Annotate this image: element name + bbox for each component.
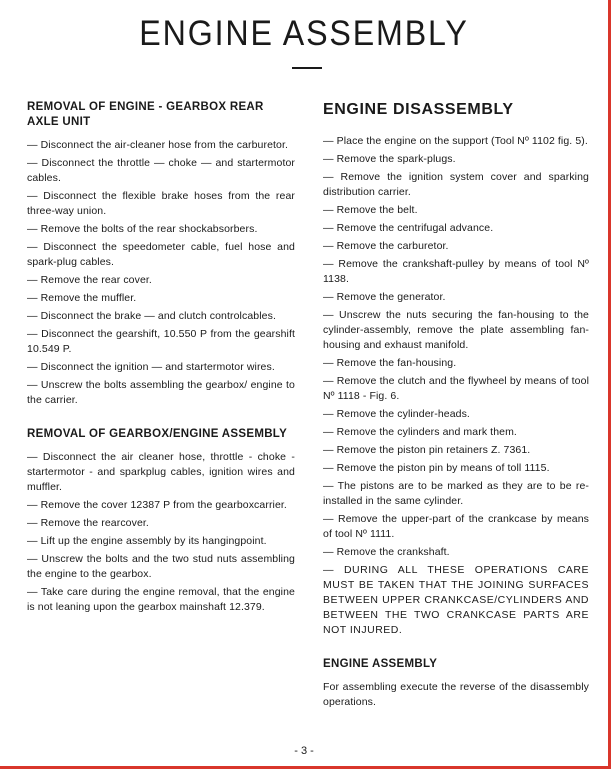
page-number: - 3 -	[294, 745, 314, 757]
list-item: — Disconnect the speedometer cable, fuel hose and spark-plug cables.	[27, 241, 295, 268]
right-column	[323, 100, 589, 713]
section-gap	[27, 411, 295, 427]
list-item: — Disconnect the air-cleaner hose from the carburetor.	[27, 139, 289, 151]
list-item: — Remove the clutch and the flywheel by means of tool Nº 1118 - Fig. 6.	[323, 375, 589, 402]
left-column	[27, 100, 295, 618]
list-item: — Disconnect the ignition — and startermotor wires.	[27, 361, 275, 373]
title-rule	[292, 67, 322, 69]
section-removal-engine-gearbox	[27, 100, 295, 408]
list-item: — Remove the cylinders and mark them.	[323, 426, 517, 438]
caution-note: — DURING ALL THESE OPERATIONS CARE MUST BE TAKEN THAT THE JOINING SURFACES BETWEEN UPPER CRANKCASE/CYLINDERS AND BETWEEN THE TWO CRANKCASE PARTS ARE NOT INJURED.	[323, 564, 589, 636]
list-item: — Disconnect the gearshift, 10.550 P from the gearshift 10.549 P.	[27, 328, 295, 355]
list-item: — Remove the spark-plugs.	[323, 153, 456, 165]
section-removal-gearbox-engine	[27, 427, 295, 615]
list-item: — Remove the fan-housing.	[323, 357, 457, 369]
list-item: — Remove the piston pin retainers Z. 7361.	[323, 444, 531, 456]
list-item: — Remove the cylinder-heads.	[323, 408, 470, 420]
list-item: — Remove the muffler.	[27, 292, 137, 304]
list-item: — Remove the rear cover.	[27, 274, 152, 286]
section-heading: REMOVAL OF GEARBOX/ENGINE ASSEMBLY	[27, 428, 288, 440]
list-item: — Remove the cover 12387 P from the gearboxcarrier.	[27, 499, 287, 511]
page-title: ENGINE ASSEMBLY	[139, 14, 469, 53]
section-heading: ENGINE DISASSEMBLY	[323, 101, 514, 118]
list-item: — Remove the piston pin by means of toll 1115.	[323, 462, 550, 474]
list-item: — Remove the rearcover.	[27, 517, 149, 529]
list-item: — Disconnect the flexible brake hoses from the rear three-way union.	[27, 190, 295, 217]
section-gap	[323, 641, 589, 657]
list-item: — Place the engine on the support (Tool Nº 1102 fig. 5).	[323, 135, 588, 147]
list-item: — Disconnect the brake — and clutch controlcables.	[27, 310, 276, 322]
list-item: — Remove the ignition system cover and sparking distribution carrier.	[323, 171, 589, 198]
list-item: — Remove the crankshaft.	[323, 546, 450, 558]
list-item: — Unscrew the bolts assembling the gearbox/ engine to the carrier.	[27, 379, 295, 406]
list-item: — Lift up the engine assembly by its hangingpoint.	[27, 535, 267, 547]
list-item: — Remove the generator.	[323, 291, 446, 303]
list-item: — The pistons are to be marked as they are to be re-installed in the same cylinder.	[323, 480, 589, 507]
list-item: — Remove the centrifugal advance.	[323, 222, 494, 234]
list-item: — Disconnect the throttle — choke — and startermotor cables.	[27, 157, 295, 184]
list-item: — Remove the crankshaft-pulley by means of tool Nº 1138.	[323, 258, 589, 285]
list-item: — Remove the bolts of the rear shockabsorbers.	[27, 223, 258, 235]
list-item: — Remove the upper-part of the crankcase by means of tool Nº 1111.	[323, 513, 589, 540]
list-item: — Unscrew the bolts and the two stud nuts assembling the engine to the gearbox.	[27, 553, 295, 580]
list-item: — Remove the carburetor.	[323, 240, 449, 252]
list-item: — Unscrew the nuts securing the fan-housing to the cylinder-assembly, remove the plate assembling fan-housing and exhaust manifold.	[323, 309, 589, 351]
list-item: — Remove the belt.	[323, 204, 418, 216]
list-item: — Disconnect the air cleaner hose, throttle - choke - startermotor - and sparkplug cables, ignition wires and muffler.	[27, 451, 295, 493]
list-item: — Take care during the engine removal, that the engine is not leaning upon the gearbox mainshaft 12.379.	[27, 586, 295, 613]
section-engine-assembly	[323, 657, 589, 710]
section-heading: ENGINE ASSEMBLY	[323, 658, 438, 670]
paragraph: For assembling execute the reverse of the disassembly operations.	[323, 681, 589, 708]
section-engine-disassembly	[323, 100, 589, 638]
section-heading: REMOVAL OF ENGINE - GEARBOX REAR AXLE UNIT	[27, 101, 264, 128]
